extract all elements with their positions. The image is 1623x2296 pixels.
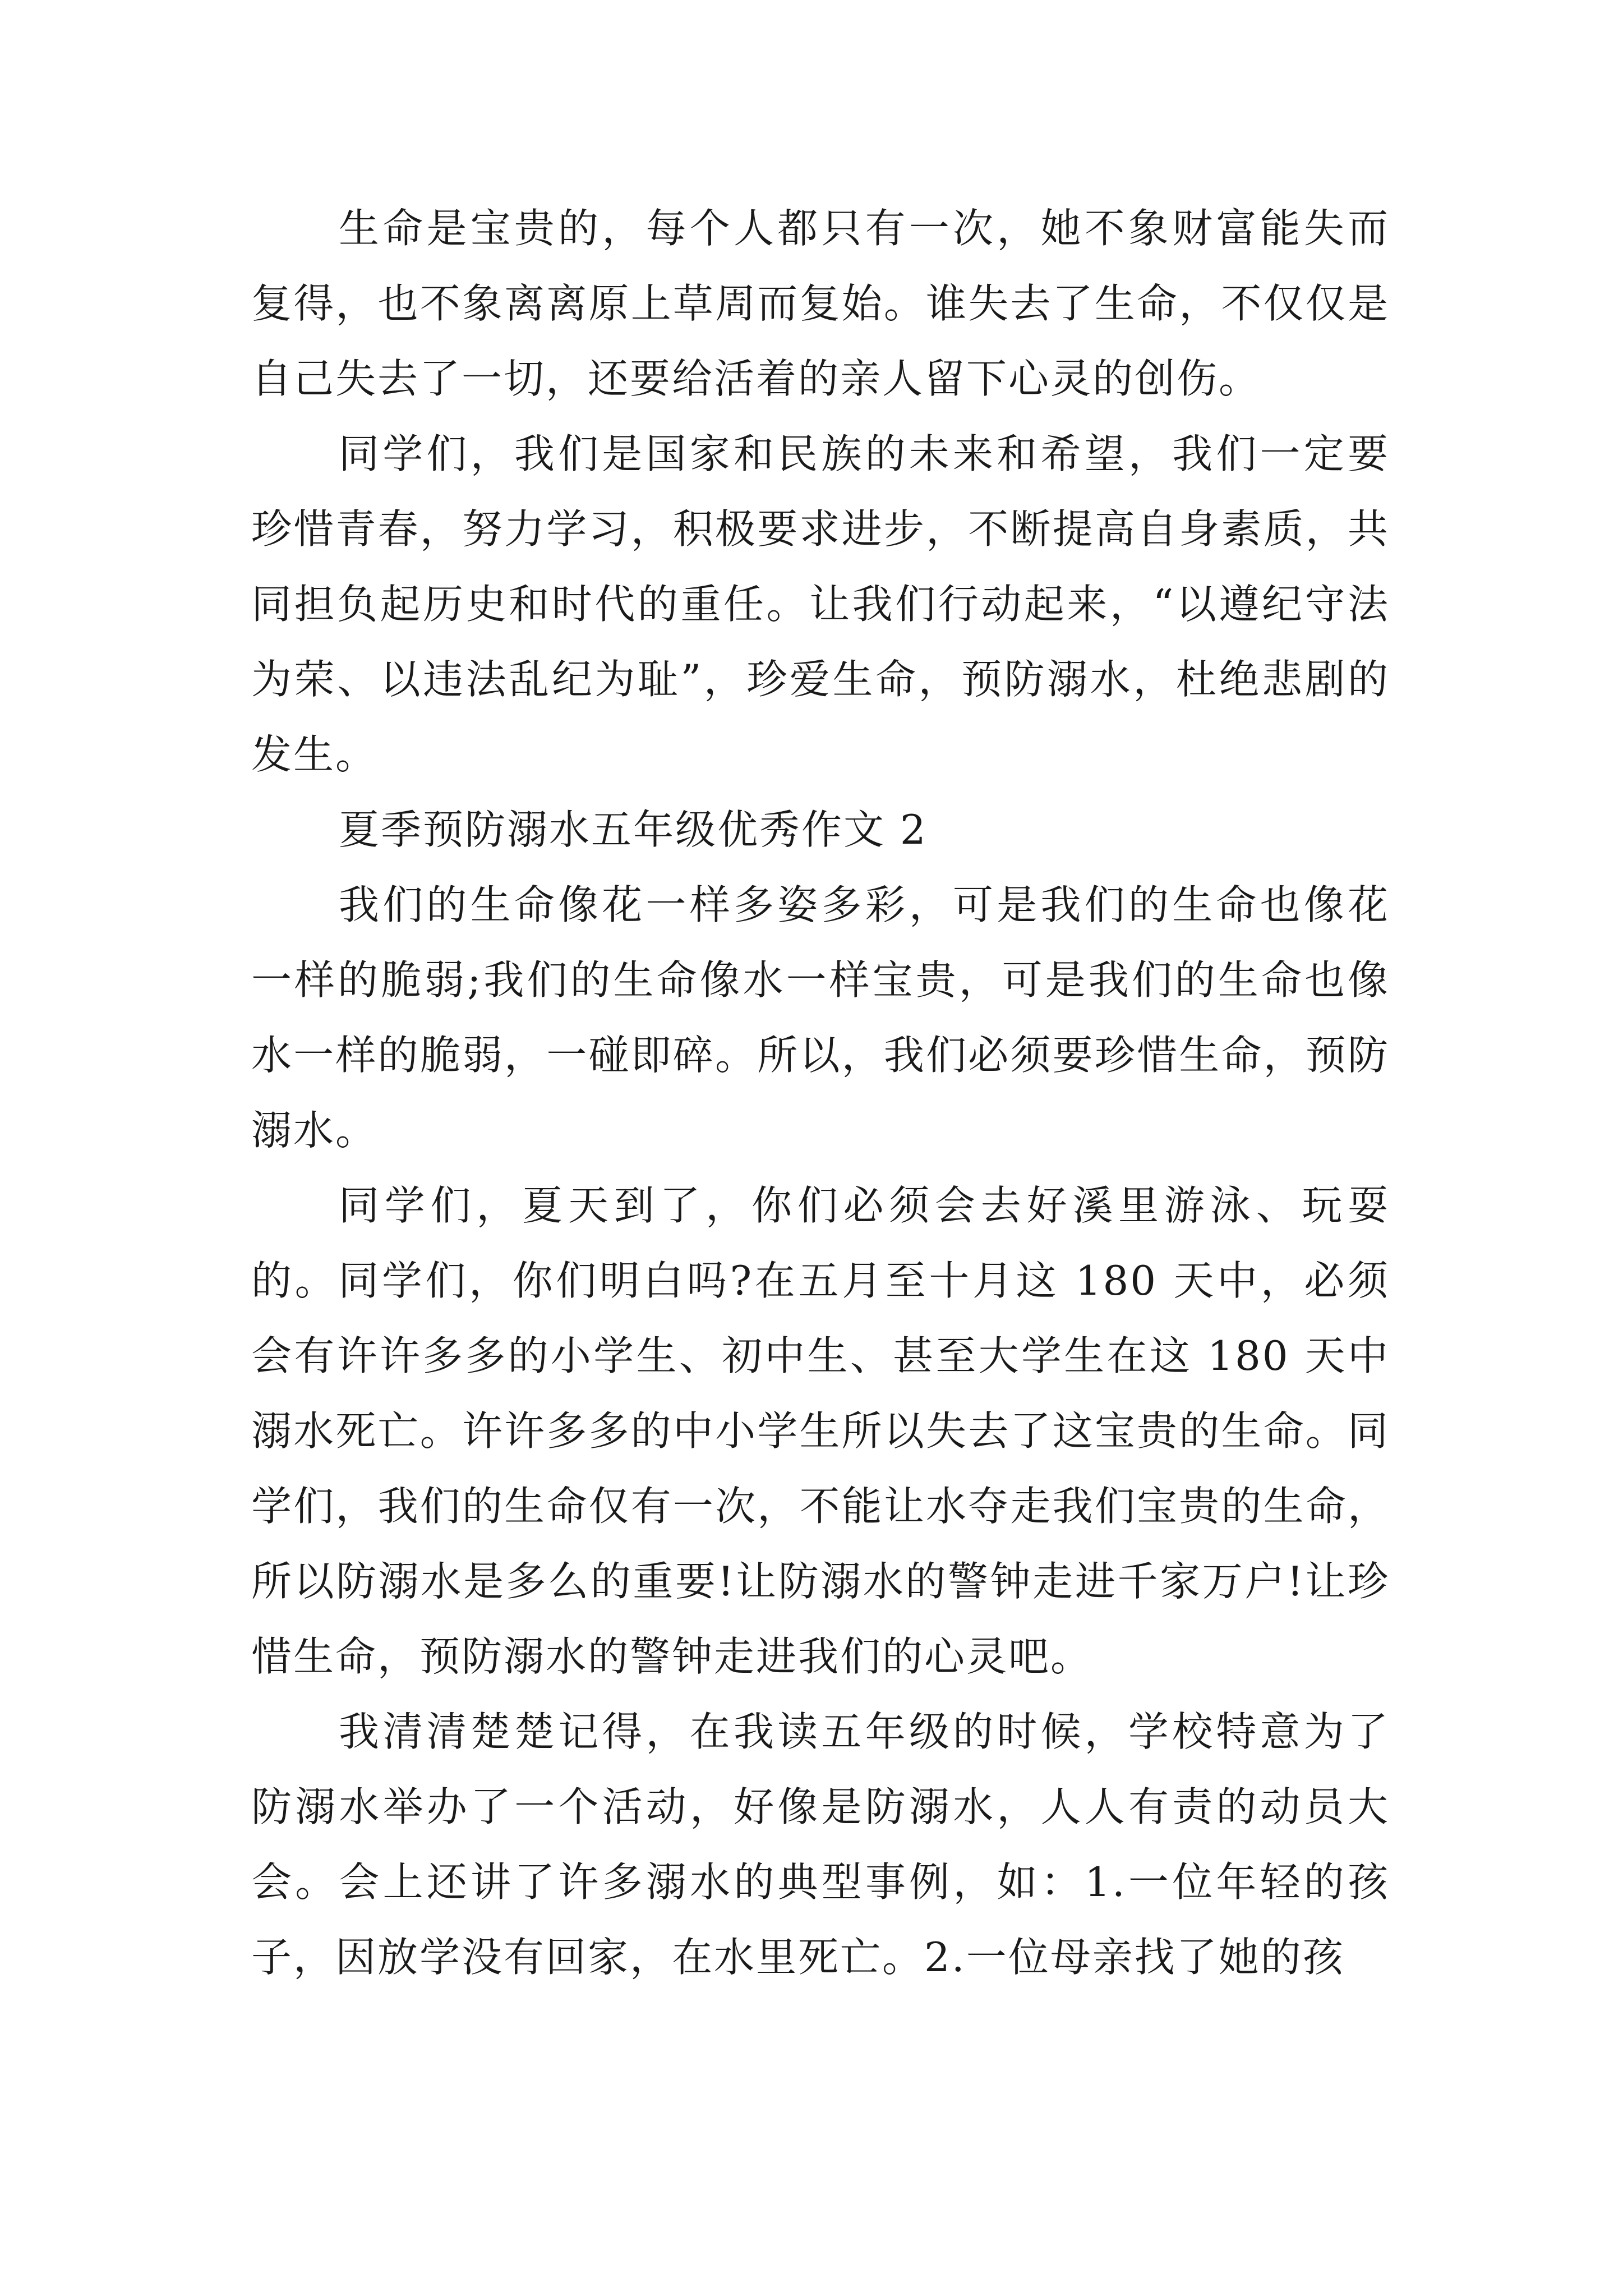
paragraph-school-event: 我清清楚楚记得，在我读五年级的时候，学校特意为了防溺水举办了一个活动，好像是防溺水，人人有责的动员大会。会上还讲了许多溺水的典型事例，如：1.一位年轻的孩子，因放学没有回家，在水里死亡。2.一位母亲找了她的孩	[251, 1708, 1390, 1981]
essay-title-2: 夏季预防溺水五年级优秀作文 2	[339, 806, 928, 853]
paragraph-classmates-future: 同学们，我们是国家和民族的未来和希望，我们一定要珍惜青春，努力学习，积极要求进步，不断提高自身素质，共同担负起历史和时代的重任。让我们行动起来，“以遵纪守法为荣、以违法乱纪为耻”，珍爱生命，预防溺水，杜绝悲剧的发生。	[251, 430, 1390, 778]
paragraph-life-precious: 生命是宝贵的，每个人都只有一次，她不象财富能失而复得，也不象离离原上草周而复始。谁失去了生命，不仅仅是自己失去了一切，还要给活着的亲人留下心灵的创伤。	[251, 205, 1390, 402]
paragraph-life-like-flower: 我们的生命像花一样多姿多彩，可是我们的生命也像花一样的脆弱;我们的生命像水一样宝贵，可是我们的生命也像水一样的脆弱，一碰即碎。所以，我们必须要珍惜生命，预防溺水。	[251, 881, 1390, 1154]
essay-body	[251, 191, 1390, 1995]
paragraph-summer-swimming: 同学们，夏天到了，你们必须会去好溪里游泳、玩耍的。同学们，你们明白吗?在五月至十月这 180 天中，必须会有许许多多的小学生、初中生、甚至大学生在这 180 天中溺水死亡。许许多多的中小学生所以失去了这宝贵的生命。同学们，我们的生命仅有一次，不能让水夺走我们宝贵的生命，所以防溺水是多么的重要!让防溺水的警钟走进千家万户!让珍惜生命，预防溺水的警钟走进我们的心灵吧。	[251, 1182, 1390, 1680]
